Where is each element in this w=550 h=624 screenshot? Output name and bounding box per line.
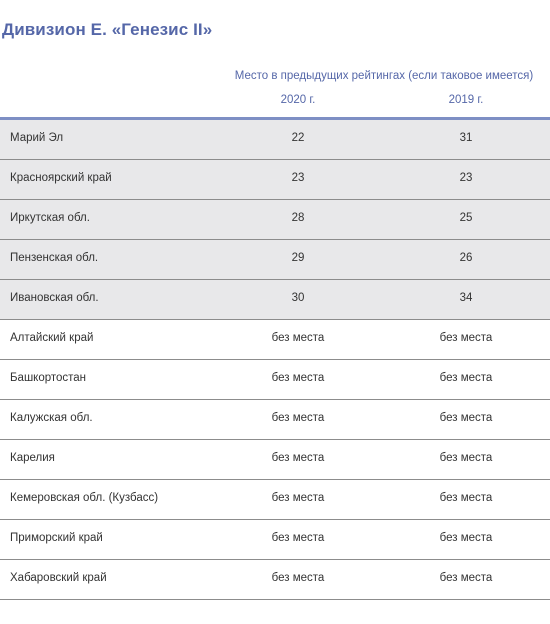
region-name: Красноярский край	[10, 172, 112, 184]
column-group-header: Место в предыдущих рейтингах (если таковое имеется)	[234, 70, 534, 82]
rank-2019: 25	[459, 212, 473, 224]
rank-2019: 31	[459, 132, 473, 144]
table-row	[0, 360, 550, 400]
table-row	[0, 240, 550, 280]
table-row	[0, 560, 550, 600]
rank-2020: без места	[271, 492, 325, 504]
rank-2020: 23	[291, 172, 305, 184]
rank-2020: 28	[291, 212, 305, 224]
table-row	[0, 480, 550, 520]
rank-2019: 34	[459, 292, 473, 304]
rank-2019: 26	[459, 252, 473, 264]
rank-2019: без места	[439, 412, 493, 424]
region-name: Пензенская обл.	[10, 252, 99, 264]
region-name: Хабаровский край	[10, 572, 107, 584]
table-row	[0, 400, 550, 440]
page-title: Дивизион Е. «Генезис II»	[2, 20, 213, 39]
rank-2020: 30	[291, 292, 305, 304]
rank-2020: 22	[291, 132, 305, 144]
rank-2019: без места	[439, 532, 493, 544]
region-name: Кемеровская обл. (Кузбасс)	[10, 492, 159, 504]
table-row	[0, 120, 550, 160]
rank-2019: без места	[439, 452, 493, 464]
rank-2019: 23	[459, 172, 473, 184]
table-row	[0, 320, 550, 360]
rank-2020: без места	[271, 372, 325, 384]
rank-2019: без места	[439, 332, 493, 344]
rank-2019: без места	[439, 492, 493, 504]
rank-2020: без места	[271, 332, 325, 344]
column-header-2019: 2019 г.	[448, 94, 484, 106]
rank-2020: без места	[271, 412, 325, 424]
region-name: Карелия	[10, 452, 55, 464]
table-row	[0, 440, 550, 480]
region-name: Алтайский край	[10, 332, 94, 344]
region-name: Иркутская обл.	[10, 212, 90, 224]
region-name: Калужская обл.	[10, 412, 93, 424]
ranking-table-body	[0, 120, 550, 600]
region-name: Башкортостан	[10, 372, 87, 384]
region-name: Марий Эл	[10, 132, 64, 144]
table-row	[0, 200, 550, 240]
rank-2019: без места	[439, 572, 493, 584]
rank-2019: без места	[439, 372, 493, 384]
rank-2020: 29	[291, 252, 305, 264]
region-name: Ивановская обл.	[10, 292, 99, 304]
rank-2020: без места	[271, 572, 325, 584]
rank-2020: без места	[271, 452, 325, 464]
table-row	[0, 160, 550, 200]
table-row	[0, 280, 550, 320]
column-header-2020: 2020 г.	[280, 94, 316, 106]
region-name: Приморский край	[10, 532, 103, 544]
rank-2020: без места	[271, 532, 325, 544]
table-row	[0, 520, 550, 560]
